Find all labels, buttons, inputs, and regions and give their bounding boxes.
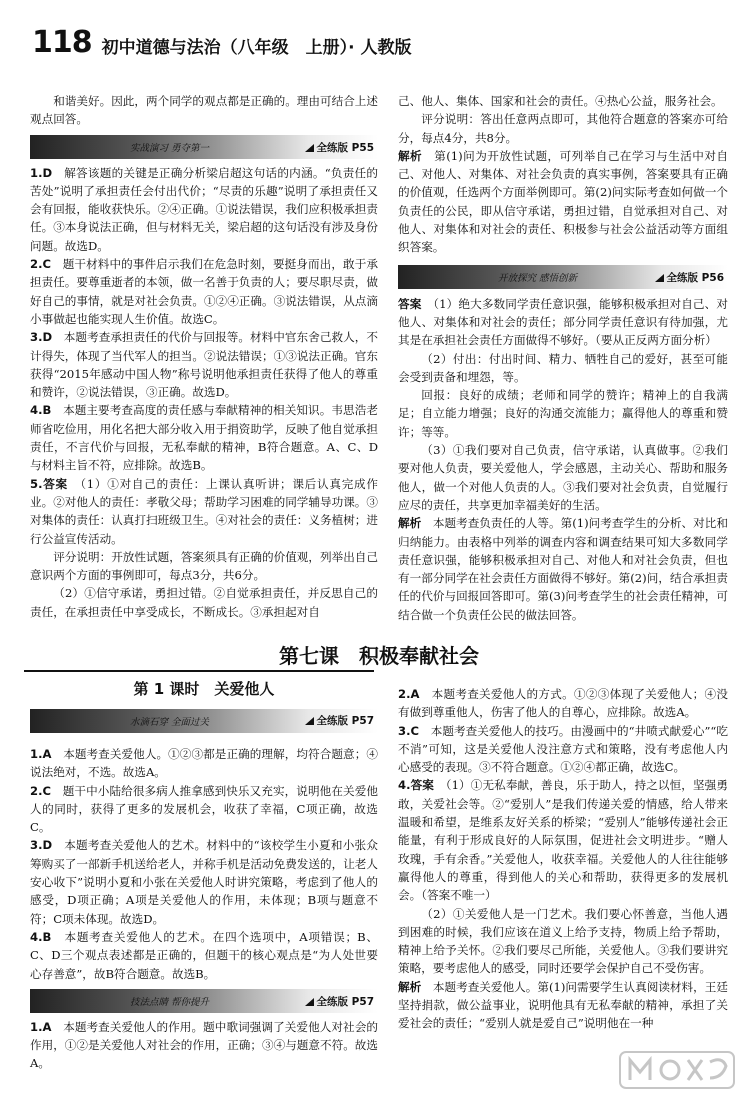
item-number: 2.C [30,783,51,798]
item-text: 本题考查关爱他人的技巧。由漫画中的“井喷式献爱心”“吃不消”可知，这是关爱他人没注意方式和策略，没有考虑他人内心感受的表现。③不符合题意。①②④都正确，故选C。 [398,723,728,775]
answer-text: （1）绝大多数同学责任意识强，能够积极承担对自己、对他人、对集体和对社会的责任；部分同学责任意识有待加强，尤其是在承担社会责任方面做得不够好。（要从正反两方面分析） [398,296,728,348]
pen-icon [305,717,314,725]
section-bar [30,989,378,1013]
book-title: 初中道德与法治（八年级 上册）· 人教版 [101,37,412,58]
left-column-top [30,92,378,621]
answer-item [30,782,378,837]
analysis [398,514,728,624]
period-title: 第 1 课时 关爱他人 [133,680,275,698]
section-ref [655,269,724,287]
divider [24,670,374,672]
pen-icon [655,274,664,282]
right-column-top [398,92,728,624]
answer-item [398,295,728,350]
item-number: 2.C [30,257,51,272]
item-text: （1）①对自己的责任：上课认真听讲；课后认真完成作业。②对他人的责任：孝敬父母；帮助学习困难的同学辅导功课。③对集体的责任：认真打扫班级卫生。④对社会的责任：义务植树；进行公益宣传活动。 [30,476,378,546]
item-number: 4.B [30,403,52,418]
ref-text: 全练版 P57 [316,715,374,727]
right-column-bottom [398,685,728,1033]
analysis-text: 本题考查负责任的人等。第(1)问考查学生的分析、对比和归纳能力。由表格中列举的调查内容和调查结果可知大多数同学责任意识强，能够积极承担对自己、对他人和对社会负责，但也有一部分同学在社会责任方面做得不够好。第(2)问，结合承担责任的代价与回报回答即可。第(3)问考查学生的社会责任精神，可结合做一个负责任公民的做法回答。 [398,516,728,622]
paragraph: （3）①我们要对自己负责，信守承诺，认真做事。②我们要对他人负责，要关爱他人，学会感恩，主动关心、帮助和服务他人，做一个对他人负责的人。③我们要对社会负责，自觉履行应尽的责任，共享更加幸福美好的生活。 [398,443,728,512]
answer-item [30,401,378,474]
answer-item [30,255,378,328]
left-column-bottom [30,745,378,1073]
item-number: 2.A [398,687,420,701]
pen-icon [305,998,314,1006]
section-bar [30,135,378,159]
analysis-text: 本题考查关爱他人。第(1)问需要学生认真阅读材料，王廷坚持捐款，做公益事业，说明他具有无私奉献的精神，承担了关爱社会的责任；“爱别人就是爱自己”说明他在一种 [398,979,728,1031]
answer-item [30,745,378,782]
section-bar [30,709,378,733]
lesson-title: 第七课 积极奉献社会 [279,644,479,668]
answer-item [30,928,378,983]
analysis-text: 第(1)问为开放性试题，可列举自己在学习与生活中对自己、对他人、对集体、对社会负责的真实事例，答案要具有正确的价值观，任选两个方面举例即可。第(2)问实际考查如何做一个负责任的公民，即从信守承诺，勇担过错，自觉承担对自己、对他人、对集体和对社会的责任、积极参与社会公益活动等方面组织答案。 [398,148,728,255]
item-text: （1）①无私奉献，善良，乐于助人，持之以恒，坚强勇敢，关爱社会等。②“爱别人”是我们传递关爱的情感，给人带来温暖和希望，是维系友好关系的桥梁；“爱别人”能够传递社会正能量，有利于形成良好的人际氛围，促进社会文明进步。“赠人玫瑰，手有余香。”关爱他人，收获幸福。关爱他人的人往往能够赢得他人的尊重，得到他人的关心和帮助，获得更多的发展机会。（答案不唯一） [398,778,728,903]
paragraph: 己、他人、集体、国家和社会的责任。④热心公益，服务社会。 [398,94,723,108]
section-ref [305,139,374,157]
item-number: 1.A [30,1019,52,1034]
answer-item [30,836,378,927]
answer-item [30,328,378,401]
item-text: 题干材料中的事件启示我们在危急时刻，要挺身而出，敢于承担责任。要尊重逝者的本领，做一名善于负责的人；要尽职尽责，做好自己的事情，就是对社会负责。①②④正确。③说法错误，从点滴小事做起也能实现人生价值。故选C。 [30,257,378,326]
page-number: 118 [32,24,92,60]
analysis-label: 解析 [398,516,422,531]
section-label: 实战演习 勇夺第一 [130,142,210,154]
answer-item [398,776,728,904]
analysis [398,978,728,1033]
ref-text: 全练版 P55 [316,141,374,154]
paragraph: （2）①关爱他人是一门艺术。我们要心怀善意，当他人遇到困难的时候，我们应该在道义上给予支持，物质上给予帮助，精神上给予关怀。②我们要尽己所能，关爱他人。③我们要讲究策略，要考虑他人的感受，同时还要学会保护自己不受伤害。 [398,906,728,976]
answer-item [30,164,378,255]
item-number: 1.A [30,747,52,761]
paragraph: （2）①信守承诺，勇担过错。②自觉承担责任，并反思自己的责任，在承担责任中享受成长，不断成长。③承担起对自 [30,586,378,619]
item-number: 3.C [398,723,419,738]
item-number: 3.D [30,330,53,345]
section-label: 技法点睛 帮你提升 [130,996,210,1008]
ref-text: 全练版 P57 [316,995,374,1008]
item-text: 本题考查承担责任的代价与回报等。材料中官东舍己救人，不计得失，体现了当代军人的担当。②说法错误；①③说法正确。官东获得“2015年感动中国人物”称号说明他承担责任获得了他人的尊重和赞许，②说法错误，③正确。故选D。 [30,330,378,400]
item-number: 3.D [30,838,53,853]
item-text: 本题考查关爱他人的作用。题中歌词强调了关爱他人对社会的作用，①②是关爱他人对社会的作用，正确；③④与题意不符。故选A。 [30,1019,378,1071]
section-bar [398,265,728,289]
answer-item [398,685,728,722]
section-label: 水滴石穿 全面过关 [130,717,210,728]
answer-label: 答案 [398,296,422,311]
item-number: 1.D [30,165,53,180]
pen-icon [305,144,314,152]
section-ref [305,993,374,1011]
item-text: 解答该题的关键是正确分析梁启超这句话的内涵。“负责任的苦处”说明了承担责任会付出代价；“尽责的乐趣”说明了承担责任又会有回报，能收获快乐。②④正确。①说法错误，我们应积极承担责任。③本身说法正确，但与材料无关，梁启超的这句话没有涉及身份问题。故选D。 [30,165,378,253]
section-ref [305,713,374,728]
answer-item [30,1018,378,1073]
paragraph: 回报：良好的成绩；老师和同学的赞许；精神上的自我满足；自立能力增强；良好的沟通交流能力；赢得他人的尊重和赞许；等等。 [398,388,728,439]
section-label: 开放探究 感悟创新 [498,272,578,284]
paragraph: 和谐美好。因此，两个同学的观点都是正确的。理由可结合上述观点回答。 [30,94,378,127]
paragraph: 评分说明：开放性试题，答案须具有正确的价值观，列举出自己意识两个方面的事例即可，每点3分，共6分。 [30,549,378,583]
item-text: 本题考查关爱他人。①②③都是正确的理解，均符合题意；④说法绝对，不选。故选A。 [30,747,378,780]
ref-text: 全练版 P56 [666,271,724,284]
analysis-label: 解析 [398,148,423,163]
item-text: 题干中小陆给很多病人推拿感到快乐又充实，说明他在关爱他人的同时，获得了更多的发展机会，收获了幸福，C项正确，故选C。 [30,783,378,835]
answer-item [30,475,378,548]
item-text: 本题考查关爱他人的艺术。在四个选项中，A项错误；B、C、D三个观点表述都是正确的，但题干的核心观点是“为人处世要心存善意”，故B符合题意。故选B。 [30,929,378,981]
paragraph: 评分说明：答出任意两点即可，其他符合题意的答案亦可给分，每点4分，共8分。 [398,112,728,145]
item-number: 4.答案 [398,778,434,793]
answer-item [398,722,728,777]
paragraph: （2）付出：付出时间、精力、牺牲自己的爱好，甚至可能会受到责备和埋怨，等。 [398,351,728,384]
item-number: 4.B [30,929,52,944]
page-header [32,22,412,62]
item-text: 本题考查关爱他人的艺术。材料中的“该校学生小夏和小张众筹购买了一部新手机送给老人，并称手机是活动免费发送的，让老人安心收下”说明小夏和小张在关爱他人时讲究策略，考虑到了他人的感受，D项正确；A项是关爱他人的作用，未体现；B项与题意不符；C项未体现。故选D。 [30,838,378,926]
item-text: 本题考查关爱他人的方式。①②③体现了关爱他人；④没有做到尊重他人，伤害了他人的自尊心，应排除。故选A。 [398,687,728,720]
item-number: 5.答案 [30,476,68,491]
analysis [398,147,728,257]
item-text: 本题主要考查高度的责任感与奉献精神的相关知识。韦思浩老师省吃俭用，用化名把大部分收入用于捐资助学，反映了他自觉承担责任，不言代价与回报，无私奉献的精神，B符合题意。A、C、D与材料主旨不符，应排除。故选B。 [30,403,378,473]
watermark-logo-icon [618,1048,736,1092]
analysis-label: 解析 [398,979,422,994]
